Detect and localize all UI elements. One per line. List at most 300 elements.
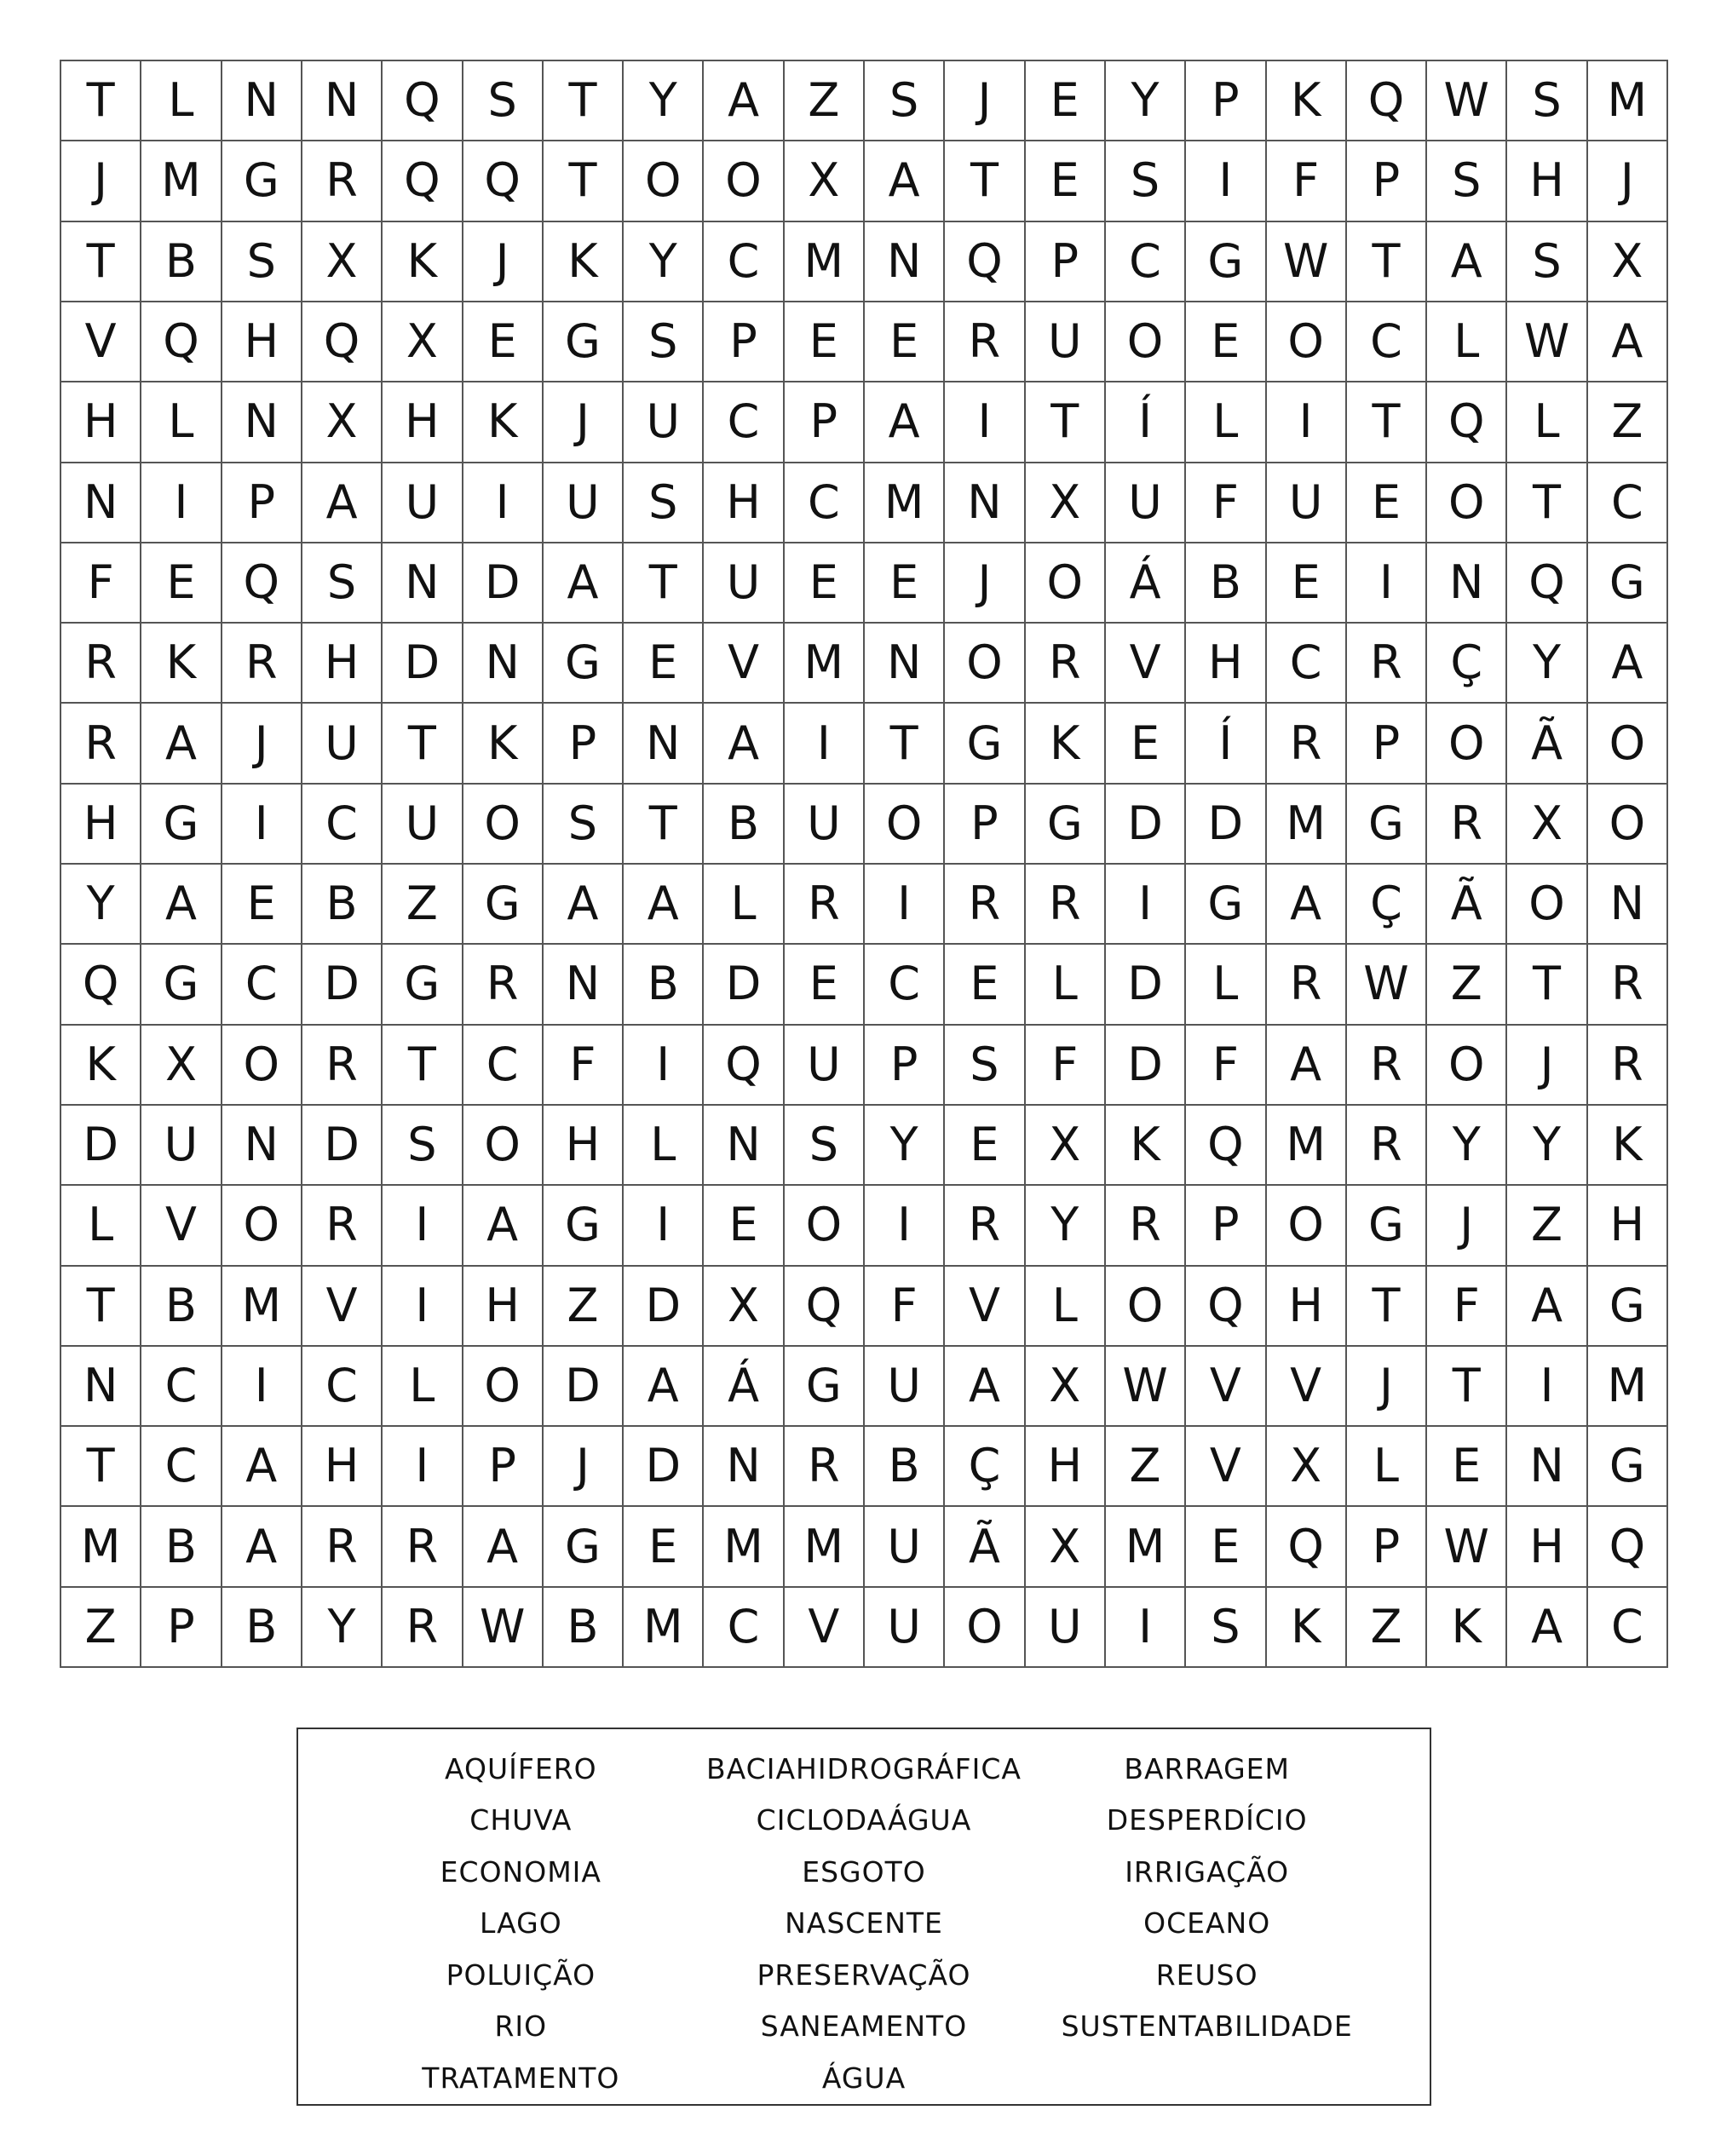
grid-cell[interactable]: J: [463, 222, 544, 302]
grid-cell[interactable]: O: [463, 785, 544, 865]
grid-cell[interactable]: N: [1507, 1427, 1587, 1507]
grid-cell[interactable]: K: [1026, 704, 1106, 784]
grid-cell[interactable]: Q: [1186, 1267, 1266, 1347]
grid-cell[interactable]: M: [785, 1507, 865, 1587]
grid-cell[interactable]: P: [222, 463, 302, 543]
grid-cell[interactable]: N: [945, 463, 1025, 543]
grid-cell[interactable]: J: [1347, 1347, 1427, 1427]
grid-cell[interactable]: K: [544, 222, 624, 302]
grid-cell[interactable]: A: [544, 543, 624, 624]
grid-cell[interactable]: H: [463, 1267, 544, 1347]
grid-cell[interactable]: Q: [1427, 382, 1507, 463]
grid-cell[interactable]: H: [1507, 1507, 1587, 1587]
grid-cell[interactable]: P: [1347, 704, 1427, 784]
grid-cell[interactable]: R: [945, 865, 1025, 945]
grid-cell[interactable]: S: [383, 1106, 463, 1186]
grid-cell[interactable]: A: [141, 865, 222, 945]
grid-cell[interactable]: G: [1026, 785, 1106, 865]
grid-cell[interactable]: C: [302, 1347, 383, 1427]
grid-cell[interactable]: P: [1347, 141, 1427, 221]
grid-cell[interactable]: D: [302, 945, 383, 1025]
grid-cell[interactable]: C: [785, 463, 865, 543]
grid-cell[interactable]: D: [704, 945, 784, 1025]
grid-cell[interactable]: F: [1427, 1267, 1507, 1347]
grid-cell[interactable]: R: [302, 1507, 383, 1587]
grid-cell[interactable]: F: [1026, 1026, 1106, 1106]
grid-cell[interactable]: E: [1347, 463, 1427, 543]
grid-cell[interactable]: Q: [302, 302, 383, 382]
grid-cell[interactable]: Y: [302, 1588, 383, 1668]
grid-cell[interactable]: Y: [1507, 1106, 1587, 1186]
grid-cell[interactable]: X: [302, 382, 383, 463]
grid-cell[interactable]: I: [383, 1186, 463, 1266]
grid-cell[interactable]: B: [544, 1588, 624, 1668]
grid-cell[interactable]: R: [302, 1186, 383, 1266]
grid-cell[interactable]: O: [945, 1588, 1025, 1668]
grid-cell[interactable]: V: [1186, 1347, 1266, 1427]
grid-cell[interactable]: C: [141, 1347, 222, 1427]
grid-cell[interactable]: I: [1186, 141, 1266, 221]
grid-cell[interactable]: O: [1427, 463, 1507, 543]
grid-cell[interactable]: L: [61, 1186, 141, 1266]
grid-cell[interactable]: Ã: [1507, 704, 1587, 784]
grid-cell[interactable]: B: [865, 1427, 945, 1507]
grid-cell[interactable]: N: [704, 1106, 784, 1186]
grid-cell[interactable]: Á: [1106, 543, 1186, 624]
grid-cell[interactable]: S: [302, 543, 383, 624]
grid-cell[interactable]: H: [383, 382, 463, 463]
grid-cell[interactable]: I: [222, 785, 302, 865]
grid-cell[interactable]: H: [1267, 1267, 1347, 1347]
grid-cell[interactable]: E: [945, 945, 1025, 1025]
grid-cell[interactable]: A: [463, 1186, 544, 1266]
grid-cell[interactable]: R: [1026, 865, 1106, 945]
grid-cell[interactable]: D: [624, 1267, 704, 1347]
grid-cell[interactable]: S: [463, 61, 544, 141]
grid-cell[interactable]: F: [1186, 463, 1266, 543]
grid-cell[interactable]: V: [302, 1267, 383, 1347]
grid-cell[interactable]: T: [1427, 1347, 1507, 1427]
grid-cell[interactable]: S: [785, 1106, 865, 1186]
grid-cell[interactable]: A: [544, 865, 624, 945]
grid-cell[interactable]: B: [141, 1267, 222, 1347]
grid-cell[interactable]: Q: [1507, 543, 1587, 624]
grid-cell[interactable]: T: [61, 1427, 141, 1507]
grid-cell[interactable]: R: [1106, 1186, 1186, 1266]
grid-cell[interactable]: O: [1427, 704, 1507, 784]
grid-cell[interactable]: J: [1427, 1186, 1507, 1266]
grid-cell[interactable]: Z: [61, 1588, 141, 1668]
grid-cell[interactable]: I: [865, 1186, 945, 1266]
grid-cell[interactable]: U: [302, 704, 383, 784]
grid-cell[interactable]: Q: [945, 222, 1025, 302]
grid-cell[interactable]: X: [1026, 463, 1106, 543]
grid-cell[interactable]: B: [704, 785, 784, 865]
grid-cell[interactable]: T: [945, 141, 1025, 221]
grid-cell[interactable]: G: [1186, 865, 1266, 945]
grid-cell[interactable]: X: [141, 1026, 222, 1106]
grid-cell[interactable]: K: [1106, 1106, 1186, 1186]
grid-cell[interactable]: A: [1588, 302, 1668, 382]
grid-cell[interactable]: S: [1507, 222, 1587, 302]
grid-cell[interactable]: C: [1106, 222, 1186, 302]
grid-cell[interactable]: A: [1427, 222, 1507, 302]
grid-cell[interactable]: Q: [1186, 1106, 1266, 1186]
grid-cell[interactable]: N: [624, 704, 704, 784]
grid-cell[interactable]: M: [1588, 1347, 1668, 1427]
grid-cell[interactable]: U: [865, 1588, 945, 1668]
grid-cell[interactable]: S: [624, 302, 704, 382]
grid-cell[interactable]: C: [704, 1588, 784, 1668]
grid-cell[interactable]: R: [1588, 1026, 1668, 1106]
grid-cell[interactable]: D: [1106, 945, 1186, 1025]
grid-cell[interactable]: E: [1427, 1427, 1507, 1507]
grid-cell[interactable]: I: [463, 463, 544, 543]
grid-cell[interactable]: R: [383, 1588, 463, 1668]
grid-cell[interactable]: O: [1267, 302, 1347, 382]
grid-cell[interactable]: M: [222, 1267, 302, 1347]
grid-cell[interactable]: E: [785, 945, 865, 1025]
grid-cell[interactable]: A: [1507, 1588, 1587, 1668]
grid-cell[interactable]: R: [383, 1507, 463, 1587]
grid-cell[interactable]: S: [222, 222, 302, 302]
grid-cell[interactable]: A: [141, 704, 222, 784]
grid-cell[interactable]: T: [1026, 382, 1106, 463]
grid-cell[interactable]: T: [383, 704, 463, 784]
grid-cell[interactable]: G: [1588, 1267, 1668, 1347]
grid-cell[interactable]: S: [1186, 1588, 1266, 1668]
grid-cell[interactable]: U: [544, 463, 624, 543]
grid-cell[interactable]: J: [1507, 1026, 1587, 1106]
grid-cell[interactable]: G: [141, 785, 222, 865]
grid-cell[interactable]: O: [463, 1347, 544, 1427]
grid-cell[interactable]: E: [1106, 704, 1186, 784]
grid-cell[interactable]: G: [544, 1507, 624, 1587]
grid-cell[interactable]: B: [141, 222, 222, 302]
grid-cell[interactable]: E: [785, 302, 865, 382]
grid-cell[interactable]: L: [704, 865, 784, 945]
grid-cell[interactable]: Ã: [1427, 865, 1507, 945]
grid-cell[interactable]: O: [1427, 1026, 1507, 1106]
grid-cell[interactable]: A: [704, 61, 784, 141]
grid-cell[interactable]: W: [463, 1588, 544, 1668]
grid-cell[interactable]: M: [785, 624, 865, 704]
grid-cell[interactable]: G: [544, 1186, 624, 1266]
grid-cell[interactable]: V: [61, 302, 141, 382]
grid-cell[interactable]: C: [302, 785, 383, 865]
grid-cell[interactable]: G: [544, 624, 624, 704]
grid-cell[interactable]: Q: [704, 1026, 784, 1106]
grid-cell[interactable]: E: [141, 543, 222, 624]
grid-cell[interactable]: R: [1347, 1106, 1427, 1186]
grid-cell[interactable]: Y: [624, 222, 704, 302]
grid-cell[interactable]: M: [141, 141, 222, 221]
grid-cell[interactable]: X: [1507, 785, 1587, 865]
grid-cell[interactable]: V: [1106, 624, 1186, 704]
grid-cell[interactable]: H: [704, 463, 784, 543]
grid-cell[interactable]: E: [1186, 302, 1266, 382]
grid-cell[interactable]: I: [1106, 1588, 1186, 1668]
grid-cell[interactable]: O: [222, 1186, 302, 1266]
grid-cell[interactable]: Q: [463, 141, 544, 221]
grid-cell[interactable]: U: [704, 543, 784, 624]
grid-cell[interactable]: G: [222, 141, 302, 221]
grid-cell[interactable]: R: [1267, 704, 1347, 784]
grid-cell[interactable]: N: [61, 1347, 141, 1427]
grid-cell[interactable]: M: [704, 1507, 784, 1587]
grid-cell[interactable]: T: [61, 222, 141, 302]
grid-cell[interactable]: B: [624, 945, 704, 1025]
grid-cell[interactable]: U: [141, 1106, 222, 1186]
grid-cell[interactable]: T: [865, 704, 945, 784]
grid-cell[interactable]: R: [302, 1026, 383, 1106]
grid-cell[interactable]: H: [1507, 141, 1587, 221]
grid-cell[interactable]: C: [704, 222, 784, 302]
grid-cell[interactable]: K: [1267, 61, 1347, 141]
grid-cell[interactable]: Y: [1427, 1106, 1507, 1186]
grid-cell[interactable]: X: [1026, 1106, 1106, 1186]
grid-cell[interactable]: Z: [1106, 1427, 1186, 1507]
grid-cell[interactable]: F: [544, 1026, 624, 1106]
grid-cell[interactable]: Q: [383, 61, 463, 141]
grid-cell[interactable]: B: [302, 865, 383, 945]
grid-cell[interactable]: C: [865, 945, 945, 1025]
grid-cell[interactable]: R: [945, 1186, 1025, 1266]
grid-cell[interactable]: A: [704, 704, 784, 784]
grid-cell[interactable]: I: [624, 1186, 704, 1266]
grid-cell[interactable]: D: [1106, 785, 1186, 865]
grid-cell[interactable]: R: [1026, 624, 1106, 704]
grid-cell[interactable]: K: [1267, 1588, 1347, 1668]
grid-cell[interactable]: T: [383, 1026, 463, 1106]
grid-cell[interactable]: G: [544, 302, 624, 382]
grid-cell[interactable]: Á: [704, 1347, 784, 1427]
grid-cell[interactable]: F: [865, 1267, 945, 1347]
grid-cell[interactable]: A: [1507, 1267, 1587, 1347]
grid-cell[interactable]: L: [1026, 945, 1106, 1025]
grid-cell[interactable]: K: [61, 1026, 141, 1106]
grid-cell[interactable]: H: [61, 785, 141, 865]
grid-cell[interactable]: K: [1427, 1588, 1507, 1668]
grid-cell[interactable]: H: [61, 382, 141, 463]
grid-cell[interactable]: W: [1347, 945, 1427, 1025]
grid-cell[interactable]: Y: [1026, 1186, 1106, 1266]
grid-cell[interactable]: R: [1347, 1026, 1427, 1106]
grid-cell[interactable]: S: [945, 1026, 1025, 1106]
grid-cell[interactable]: P: [1347, 1507, 1427, 1587]
grid-cell[interactable]: N: [865, 624, 945, 704]
grid-cell[interactable]: V: [704, 624, 784, 704]
grid-cell[interactable]: E: [704, 1186, 784, 1266]
grid-cell[interactable]: X: [785, 141, 865, 221]
grid-cell[interactable]: Z: [785, 61, 865, 141]
grid-cell[interactable]: S: [865, 61, 945, 141]
grid-cell[interactable]: S: [1106, 141, 1186, 221]
grid-cell[interactable]: N: [865, 222, 945, 302]
grid-cell[interactable]: D: [61, 1106, 141, 1186]
grid-cell[interactable]: Q: [141, 302, 222, 382]
grid-cell[interactable]: G: [1347, 1186, 1427, 1266]
grid-cell[interactable]: Z: [1507, 1186, 1587, 1266]
grid-cell[interactable]: P: [463, 1427, 544, 1507]
grid-cell[interactable]: G: [1347, 785, 1427, 865]
grid-cell[interactable]: K: [1588, 1106, 1668, 1186]
grid-cell[interactable]: T: [61, 1267, 141, 1347]
grid-cell[interactable]: B: [222, 1588, 302, 1668]
grid-cell[interactable]: P: [785, 382, 865, 463]
grid-cell[interactable]: O: [624, 141, 704, 221]
grid-cell[interactable]: V: [945, 1267, 1025, 1347]
grid-cell[interactable]: D: [624, 1427, 704, 1507]
grid-cell[interactable]: R: [61, 624, 141, 704]
grid-cell[interactable]: T: [1347, 382, 1427, 463]
grid-cell[interactable]: J: [61, 141, 141, 221]
grid-cell[interactable]: A: [624, 1347, 704, 1427]
grid-cell[interactable]: R: [1588, 945, 1668, 1025]
grid-cell[interactable]: U: [785, 785, 865, 865]
grid-cell[interactable]: X: [704, 1267, 784, 1347]
grid-cell[interactable]: U: [383, 785, 463, 865]
grid-cell[interactable]: S: [1507, 61, 1587, 141]
grid-cell[interactable]: X: [1026, 1347, 1106, 1427]
grid-cell[interactable]: M: [1106, 1507, 1186, 1587]
grid-cell[interactable]: T: [544, 61, 624, 141]
grid-cell[interactable]: Ç: [1347, 865, 1427, 945]
grid-cell[interactable]: H: [1588, 1186, 1668, 1266]
grid-cell[interactable]: U: [1026, 302, 1106, 382]
grid-cell[interactable]: Y: [61, 865, 141, 945]
grid-cell[interactable]: E: [624, 624, 704, 704]
grid-cell[interactable]: J: [1588, 141, 1668, 221]
grid-cell[interactable]: Z: [544, 1267, 624, 1347]
grid-cell[interactable]: E: [1186, 1507, 1266, 1587]
grid-cell[interactable]: S: [624, 463, 704, 543]
grid-cell[interactable]: M: [865, 463, 945, 543]
grid-cell[interactable]: I: [383, 1267, 463, 1347]
grid-cell[interactable]: O: [1267, 1186, 1347, 1266]
grid-cell[interactable]: E: [945, 1106, 1025, 1186]
grid-cell[interactable]: R: [785, 1427, 865, 1507]
grid-cell[interactable]: P: [704, 302, 784, 382]
grid-cell[interactable]: A: [1588, 624, 1668, 704]
grid-cell[interactable]: Q: [1347, 61, 1427, 141]
grid-cell[interactable]: C: [1588, 1588, 1668, 1668]
grid-cell[interactable]: G: [945, 704, 1025, 784]
grid-cell[interactable]: P: [945, 785, 1025, 865]
grid-cell[interactable]: E: [785, 543, 865, 624]
grid-cell[interactable]: O: [1588, 704, 1668, 784]
grid-cell[interactable]: D: [1106, 1026, 1186, 1106]
grid-cell[interactable]: I: [1347, 543, 1427, 624]
grid-cell[interactable]: L: [383, 1347, 463, 1427]
grid-cell[interactable]: N: [463, 624, 544, 704]
grid-cell[interactable]: Y: [624, 61, 704, 141]
grid-cell[interactable]: U: [785, 1026, 865, 1106]
grid-cell[interactable]: T: [1507, 463, 1587, 543]
grid-cell[interactable]: P: [544, 704, 624, 784]
grid-cell[interactable]: N: [302, 61, 383, 141]
grid-cell[interactable]: O: [865, 785, 945, 865]
grid-cell[interactable]: H: [544, 1106, 624, 1186]
grid-cell[interactable]: K: [463, 704, 544, 784]
grid-cell[interactable]: M: [624, 1588, 704, 1668]
grid-cell[interactable]: G: [1186, 222, 1266, 302]
grid-cell[interactable]: P: [1186, 1186, 1266, 1266]
grid-cell[interactable]: T: [1347, 222, 1427, 302]
grid-cell[interactable]: N: [383, 543, 463, 624]
grid-cell[interactable]: B: [1186, 543, 1266, 624]
grid-cell[interactable]: V: [785, 1588, 865, 1668]
grid-cell[interactable]: L: [1347, 1427, 1427, 1507]
grid-cell[interactable]: X: [1588, 222, 1668, 302]
grid-cell[interactable]: A: [302, 463, 383, 543]
grid-cell[interactable]: R: [302, 141, 383, 221]
grid-cell[interactable]: L: [624, 1106, 704, 1186]
grid-cell[interactable]: A: [1267, 865, 1347, 945]
grid-cell[interactable]: P: [1026, 222, 1106, 302]
grid-cell[interactable]: C: [141, 1427, 222, 1507]
grid-cell[interactable]: H: [1186, 624, 1266, 704]
grid-cell[interactable]: K: [141, 624, 222, 704]
grid-cell[interactable]: L: [1427, 302, 1507, 382]
grid-cell[interactable]: W: [1427, 61, 1507, 141]
grid-cell[interactable]: R: [1347, 624, 1427, 704]
grid-cell[interactable]: M: [1588, 61, 1668, 141]
grid-cell[interactable]: J: [945, 61, 1025, 141]
grid-cell[interactable]: E: [1026, 141, 1106, 221]
grid-cell[interactable]: V: [1267, 1347, 1347, 1427]
grid-cell[interactable]: U: [383, 463, 463, 543]
grid-cell[interactable]: I: [785, 704, 865, 784]
grid-cell[interactable]: T: [1507, 945, 1587, 1025]
grid-cell[interactable]: O: [1026, 543, 1106, 624]
grid-cell[interactable]: J: [945, 543, 1025, 624]
grid-cell[interactable]: Z: [1588, 382, 1668, 463]
grid-cell[interactable]: D: [1186, 785, 1266, 865]
grid-cell[interactable]: O: [463, 1106, 544, 1186]
grid-cell[interactable]: M: [1267, 1106, 1347, 1186]
grid-cell[interactable]: Z: [1347, 1588, 1427, 1668]
grid-cell[interactable]: J: [544, 1427, 624, 1507]
grid-cell[interactable]: L: [1507, 382, 1587, 463]
grid-cell[interactable]: N: [704, 1427, 784, 1507]
grid-cell[interactable]: C: [1267, 624, 1347, 704]
grid-cell[interactable]: K: [383, 222, 463, 302]
grid-cell[interactable]: J: [222, 704, 302, 784]
grid-cell[interactable]: S: [1427, 141, 1507, 221]
grid-cell[interactable]: G: [463, 865, 544, 945]
grid-cell[interactable]: O: [704, 141, 784, 221]
grid-cell[interactable]: L: [141, 61, 222, 141]
grid-cell[interactable]: H: [302, 624, 383, 704]
grid-cell[interactable]: M: [785, 222, 865, 302]
grid-cell[interactable]: Q: [1267, 1507, 1347, 1587]
grid-cell[interactable]: U: [1267, 463, 1347, 543]
grid-cell[interactable]: R: [945, 302, 1025, 382]
grid-cell[interactable]: N: [222, 61, 302, 141]
grid-cell[interactable]: Q: [222, 543, 302, 624]
grid-cell[interactable]: N: [1427, 543, 1507, 624]
grid-cell[interactable]: U: [865, 1347, 945, 1427]
grid-cell[interactable]: B: [141, 1507, 222, 1587]
grid-cell[interactable]: C: [1347, 302, 1427, 382]
grid-cell[interactable]: O: [1588, 785, 1668, 865]
grid-cell[interactable]: Ç: [945, 1427, 1025, 1507]
grid-cell[interactable]: Q: [785, 1267, 865, 1347]
grid-cell[interactable]: H: [222, 302, 302, 382]
grid-cell[interactable]: V: [141, 1186, 222, 1266]
grid-cell[interactable]: W: [1507, 302, 1587, 382]
